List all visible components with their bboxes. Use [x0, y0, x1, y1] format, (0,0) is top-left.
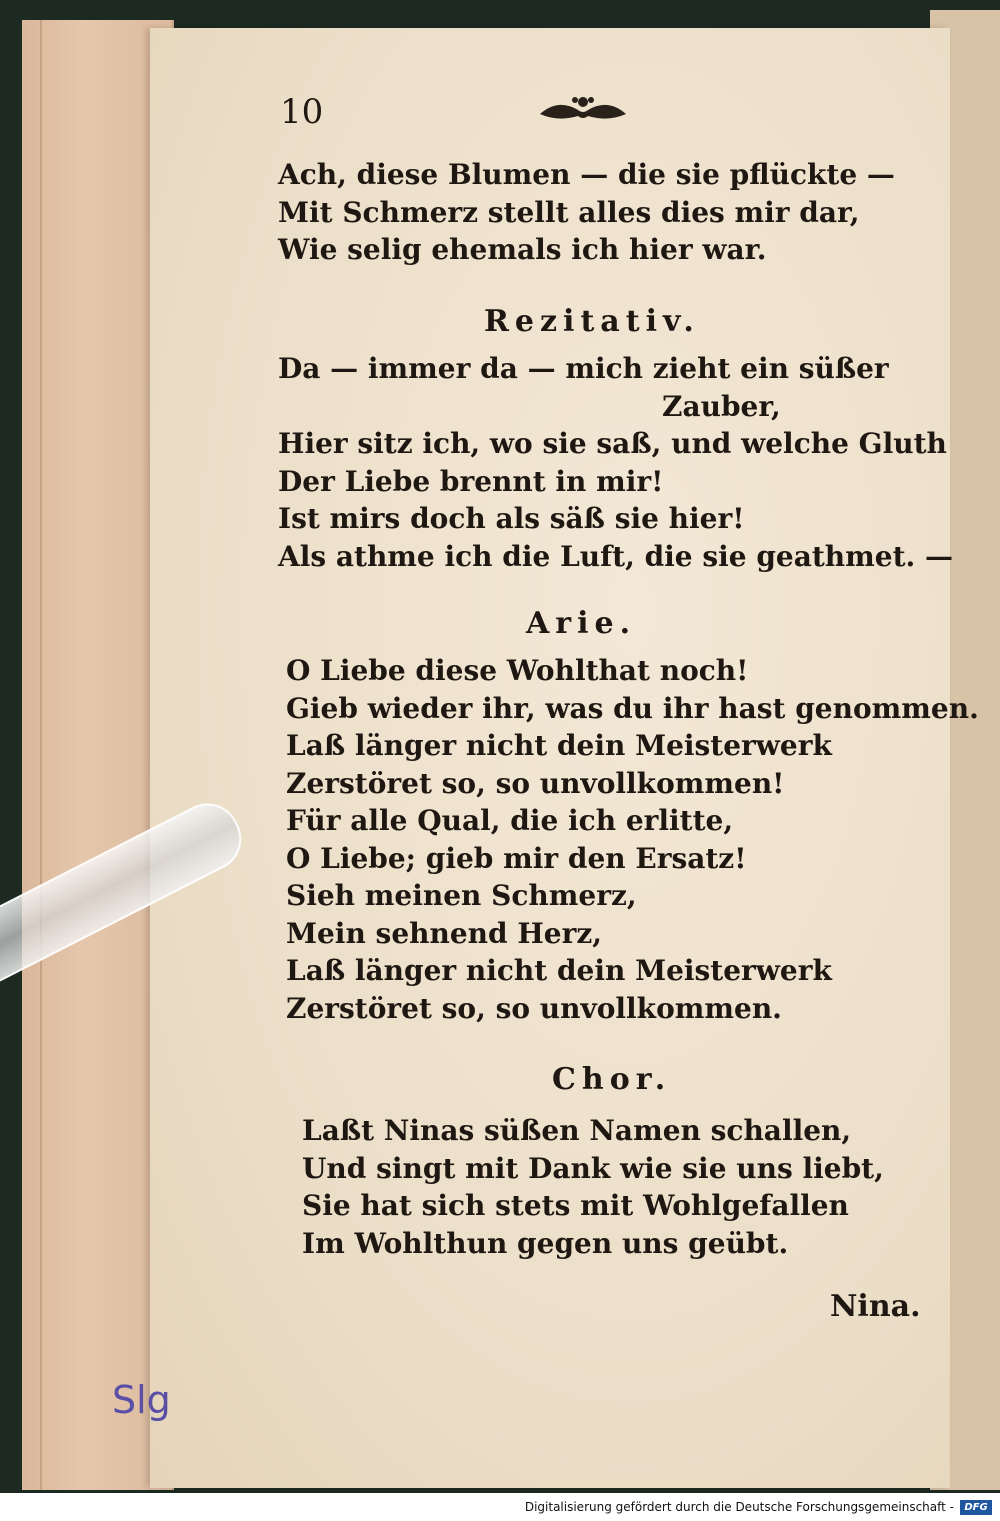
verse-line: Mit Schmerz stellt alles dies mir dar,: [278, 195, 860, 229]
stanza-arie: [286, 652, 979, 1027]
verse-line: Laßt Ninas süßen Namen schallen,: [302, 1114, 852, 1147]
verse-line: Laß länger nicht dein Meisterwerk: [286, 729, 832, 762]
verse-line: Zauber,: [662, 389, 781, 423]
footer-bar: [0, 1493, 1000, 1521]
verse-line: Zerstöret so, so unvollkommen.: [286, 991, 782, 1025]
section-heading-recitativ: Rezitativ.: [484, 304, 700, 339]
verse-line: Ist mirs doch als säß sie hier!: [278, 502, 745, 535]
library-stamp: Slg: [112, 1378, 171, 1422]
verse-line: Im Wohlthun gegen uns geübt.: [302, 1226, 789, 1260]
verse-line: Gieb wieder ihr, was du ihr hast genommen.: [286, 691, 979, 725]
verse-line: Und singt mit Dank wie sie uns liebt,: [302, 1151, 884, 1185]
book-page: [150, 28, 979, 1488]
verse-line: Ach, diese Blumen — die sie pflückte —: [278, 158, 895, 191]
catchword: Nina.: [830, 1289, 921, 1324]
verse-line: Da — immer da — mich zieht ein süßer: [278, 352, 889, 385]
dfg-logo-icon: DFG: [960, 1500, 992, 1515]
verse-line: Laß länger nicht dein Meisterwerk: [286, 954, 832, 987]
verse-line: Wie selig ehemals ich hier war.: [278, 233, 767, 266]
floral-vignette-icon: [538, 88, 628, 128]
verse-line: Als athme ich die Luft, die sie geathmet. —: [278, 539, 954, 573]
verse-line: O Liebe; gieb mir den Ersatz!: [286, 841, 747, 875]
stanza-recitativ: [278, 350, 953, 575]
page-number: 10: [280, 92, 324, 132]
verse-line: Mein sehnend Herz,: [286, 916, 603, 950]
section-heading-chor: Chor.: [552, 1062, 672, 1097]
stanza-chor: [302, 1112, 884, 1262]
verse-line: Zerstöret so, so unvollkommen!: [286, 766, 785, 800]
verse-line: O Liebe diese Wohlthat noch!: [286, 654, 749, 687]
verse-line: Hier sitz ich, wo sie saß, und welche Gluth: [278, 427, 947, 460]
verse-line: Sieh meinen Schmerz,: [286, 879, 637, 912]
verse-line: Für alle Qual, die ich erlitte,: [286, 804, 734, 837]
verse-line: Der Liebe brennt in mir!: [278, 464, 664, 498]
section-heading-arie: Arie.: [526, 606, 637, 641]
stanza-opening: [278, 156, 895, 269]
footer-credit: Digitalisierung gefördert durch die Deutsche Forschungsgemeinschaft -: [524, 1500, 954, 1514]
verse-line: Sie hat sich stets mit Wohlgefallen: [302, 1189, 849, 1222]
